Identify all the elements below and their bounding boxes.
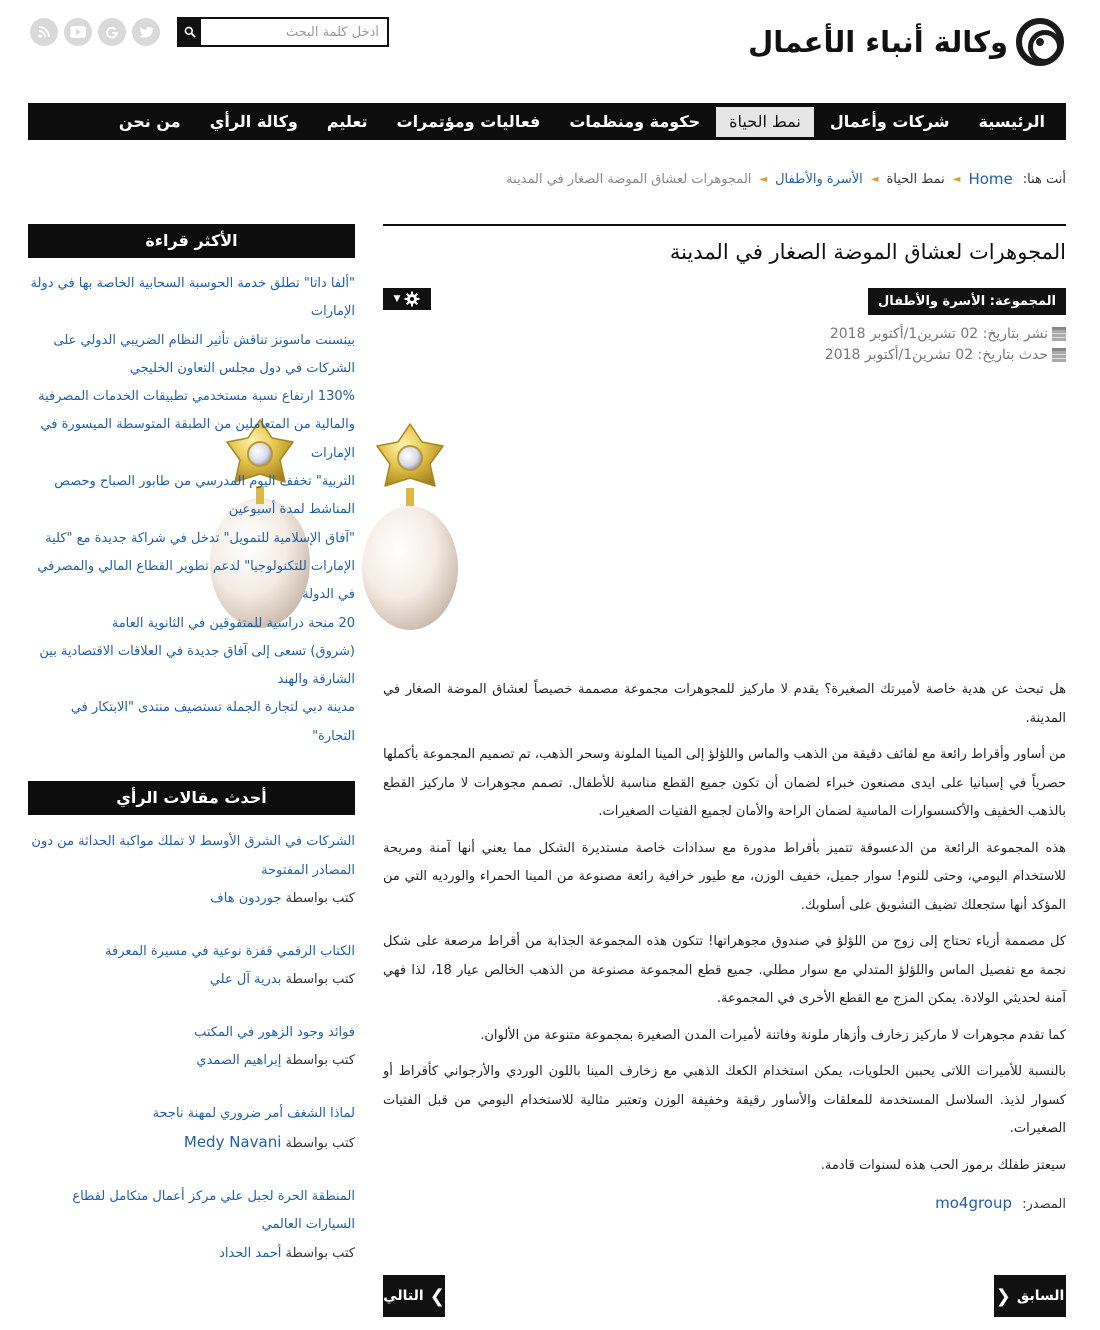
most-read-item[interactable]: 20 منحة دراسية للمتفوقين في الثانوية العامة xyxy=(111,615,355,631)
nav-item-home[interactable]: الرئيسية xyxy=(978,111,1045,131)
most-read-item[interactable]: "ألفا داتا" تطلق خدمة الحوسبة السحابية الخاصة بها في دولة الإمارات xyxy=(30,276,355,320)
article-paragraph: كما تقدم مجوهرات لا ماركيز زخارف وأزهار ملونة وفاتنة لأميرات المدن الصغيرة بمجموعة متنوعة من الألوان. xyxy=(480,1027,1066,1043)
logo-mark-icon xyxy=(1016,18,1064,66)
prev-label: السابق xyxy=(1016,1288,1065,1304)
opinion-item xyxy=(28,1183,355,1269)
article-paragraph: سيعتز طفلك برموز الحب هذه لسنوات قادمة. xyxy=(820,1157,1066,1173)
previous-article-button[interactable] xyxy=(994,1275,1066,1317)
search-box xyxy=(177,17,389,47)
most-read-list xyxy=(28,270,355,751)
gear-icon xyxy=(404,291,420,307)
article-meta xyxy=(383,288,1066,378)
breadcrumb-arrow-icon: ◄ xyxy=(870,173,879,185)
article-paragraph: كل مصممة أزياء تحتاج إلى زوج من اللؤلؤ في صندوق مجوهراتها! تتكون هذه المجموعة الجذابة من أقراط مرصعة على شكل نجمة مع تفصيل الماس واللؤلؤ المتدلي مع سوار مطلي. جميع قطع المجموعة مصنوعة من الذهب الخالص عيار 18، لذا فهي آمنة لحديثي الولادة. يمكن المزج مع القطع الأخرى في المجموعة. xyxy=(383,934,1066,1006)
author-name[interactable]: أحمد الحداد xyxy=(219,1245,282,1261)
next-article-button[interactable] xyxy=(383,1275,445,1317)
most-read-item[interactable]: (شروق) تسعى إلى آفاق جديدة في العلاقات الاقتصادية بين الشارقة والهند xyxy=(39,643,355,688)
article-paragraph: من أساور وأقراط رائعة مع لفائف دقيقة من الذهب والماس واللؤلؤ إلى المينا الملونة وسحر الذهب، تم تصميم المجموعة بأكملها حصرياً في إسبانيا على ايدى مصنعون خبراء لضمان أن تكون جميع القطع مناسبة للأطفال. تصمم مجوهرات لا ماركيز القطع بالذهب الخفيف والأكسسوارات الماسية لضمان الراحة والأمان لجميع الفتيات الصغيرات. xyxy=(383,747,1066,819)
published-date-text: نشر بتاريخ: 02 تشرين1/أكتوبر 2018 xyxy=(829,326,1048,342)
logo-text: وكالة أنباء الأعمال xyxy=(748,25,1008,59)
opinion-author xyxy=(28,1047,355,1076)
earring-right xyxy=(362,424,458,630)
search-button[interactable] xyxy=(179,19,201,45)
breadcrumb-family[interactable]: الأسرة والأطفال xyxy=(775,171,863,187)
breadcrumb xyxy=(506,170,1066,188)
google-plus-icon[interactable] xyxy=(98,18,126,46)
chevron-left-icon: ❮ xyxy=(995,1285,1011,1307)
rss-icon[interactable] xyxy=(30,18,58,46)
social-links xyxy=(30,18,160,46)
breadcrumb-home[interactable]: Home xyxy=(968,170,1013,188)
opinion-header: أحدث مقالات الرأي xyxy=(28,781,355,815)
nav-item-companies[interactable]: شركات وأعمال xyxy=(829,111,950,131)
article-paragraph: هذه المجموعة الرائعة من الدعسوقة تتميز بأقراط مدورة مع سدادات خاصة مستديرة الشكل مما يعني أنها آمنة ومريحة للاستخدام اليومي، وحتى للنوم! سوار جميل، خفيف الوزن، مع طيور خرافية رائعة مصنوعة من المينا الحمراء والورديه التي من المؤكد أنها ستجعلك تضيف التشويق على أسلوبك. xyxy=(383,840,1066,913)
article-body xyxy=(383,676,1066,1188)
modified-date-text: حدث بتاريخ: 02 تشرين1/أكتوبر 2018 xyxy=(824,347,1048,363)
source-link[interactable]: mo4group xyxy=(935,1194,1013,1212)
article-tools-button[interactable] xyxy=(383,288,431,310)
breadcrumb-arrow-icon: ◄ xyxy=(759,173,768,185)
source-label: المصدر: xyxy=(1022,1197,1066,1212)
nav-item-education[interactable]: تعليم xyxy=(326,111,368,131)
opinion-title[interactable]: الكتاب الرقمي قفزة نوعية في مسيرة المعرفة xyxy=(105,943,355,959)
author-prefix: كتب بواسطة xyxy=(285,891,355,906)
modified-date xyxy=(825,347,1066,363)
most-read-item[interactable]: التربية" تخفف اليوم المدرسي من طابور الصباح وحصص المناشط لمدة أسبوعين xyxy=(54,474,355,518)
nav-item-lifestyle[interactable]: نمط الحياة xyxy=(716,107,814,137)
breadcrumb-arrow-icon: ◄ xyxy=(952,173,961,185)
most-read-header: الأكثر قراءة xyxy=(28,224,355,258)
caret-down-icon: ▼ xyxy=(393,294,401,304)
most-read-item[interactable]: مدينة دبي لتجارة الجملة تستضيف منتدى "الابتكار في التجارة" xyxy=(70,700,355,744)
opinion-item xyxy=(28,828,355,914)
opinion-title[interactable]: الشركات في الشرق الأوسط لا تملك مواكبة الحداثة من دون المصادر المفتوحة xyxy=(31,834,355,878)
opinion-item xyxy=(28,938,355,995)
nav-item-opinion[interactable]: وكالة الرأي xyxy=(209,111,298,131)
published-date xyxy=(830,326,1066,342)
breadcrumb-lifestyle[interactable]: نمط الحياة xyxy=(886,171,945,187)
author-name[interactable]: إبراهيم الصمدي xyxy=(196,1053,282,1068)
author-prefix: كتب بواسطة xyxy=(285,972,355,987)
opinion-title[interactable]: فوائد وجود الزهور في المكتب xyxy=(194,1024,355,1040)
author-name[interactable]: جوردون هاف xyxy=(210,891,282,906)
article-title: المجوهرات لعشاق الموضة الصغار في المدينة xyxy=(669,240,1066,264)
author-prefix: كتب بواسطة xyxy=(285,1136,355,1151)
opinion-author xyxy=(28,966,355,995)
category-badge[interactable]: المجموعة: الأسرة والأطفال xyxy=(868,288,1066,315)
opinion-item xyxy=(28,1019,355,1076)
article-source xyxy=(935,1194,1066,1212)
opinion-list xyxy=(28,828,355,1292)
next-label: التالي xyxy=(383,1288,424,1304)
search-input[interactable] xyxy=(201,19,387,45)
opinion-item xyxy=(28,1100,355,1159)
search-icon xyxy=(184,26,196,38)
article xyxy=(383,224,1066,378)
nav-item-government[interactable]: حكومة ومنظمات xyxy=(569,111,701,131)
twitter-icon[interactable] xyxy=(132,18,160,46)
site-header xyxy=(0,0,1100,100)
most-read-item[interactable]: 130% ارتفاع نسبة مستخدمي تطبيقات الخدمات المصرفية والمالية من المتعاملين من الطبقة المتوسطة الميسورة في الإمارات xyxy=(38,389,355,461)
nav-item-events[interactable]: فعاليات ومؤتمرات xyxy=(396,111,541,131)
youtube-icon[interactable] xyxy=(64,18,92,46)
most-read-item[interactable]: "آفاق الإسلامية للتمويل" تدخل في شراكة جديدة مع "كلية الإمارات للتكنولوجيا" لدعم تطوير القطاع المالي والمصرفي في الدولة xyxy=(37,530,355,603)
article-paragraph: هل تبحث عن هدية خاصة لأميرتك الصغيرة؟ يقدم لا ماركيز للمجوهرات مجموعة مصممة خصيصاً لعشاق الموضة الصغار في المدينة. xyxy=(383,682,1066,726)
breadcrumb-current: المجوهرات لعشاق الموضة الصغار في المدينة xyxy=(506,171,752,187)
opinion-author xyxy=(28,1240,355,1269)
calendar-icon xyxy=(1052,348,1066,362)
opinion-author xyxy=(28,1128,355,1159)
chevron-right-icon: ❯ xyxy=(429,1285,445,1307)
author-name[interactable]: Medy Navani xyxy=(183,1133,282,1151)
main-nav xyxy=(28,103,1066,140)
breadcrumb-label: أنت هنا: xyxy=(1022,171,1066,187)
opinion-author xyxy=(28,885,355,914)
divider xyxy=(383,224,1066,226)
calendar-icon xyxy=(1052,327,1066,341)
site-logo[interactable] xyxy=(748,18,1064,66)
author-name[interactable]: بدرية آل علي xyxy=(209,972,282,987)
opinion-title[interactable]: المنطقة الحرة لجبل علي مركز أعمال متكامل لقطاع السيارات العالمي xyxy=(72,1188,355,1232)
nav-item-about[interactable]: من نحن xyxy=(118,111,181,131)
author-prefix: كتب بواسطة xyxy=(285,1245,355,1261)
opinion-title[interactable]: لماذا الشغف أمر ضروري لمهنة ناجحة xyxy=(152,1105,355,1121)
author-prefix: كتب بواسطة xyxy=(285,1053,355,1068)
most-read-item[interactable]: بينسنت ماسونز تناقش تأثير النظام الضريبي الدولي على الشركات في دول مجلس التعاون الخليجي xyxy=(53,332,355,376)
article-paragraph: بالنسبة للأميرات اللاتى يحببن الحلويات، يمكن استخدام الكعك الذهبي مع زخارف المينا باللون الوردي والأرجواني كأقراط أو كسوار لذيذ. السلاسل المستخدمة للمعلقات والأساور رقيقة وخفيفة الوزن وتعتبر مثالية للاستخدام اليومي من قبل الفتيات الصغيرات. xyxy=(383,1064,1066,1136)
